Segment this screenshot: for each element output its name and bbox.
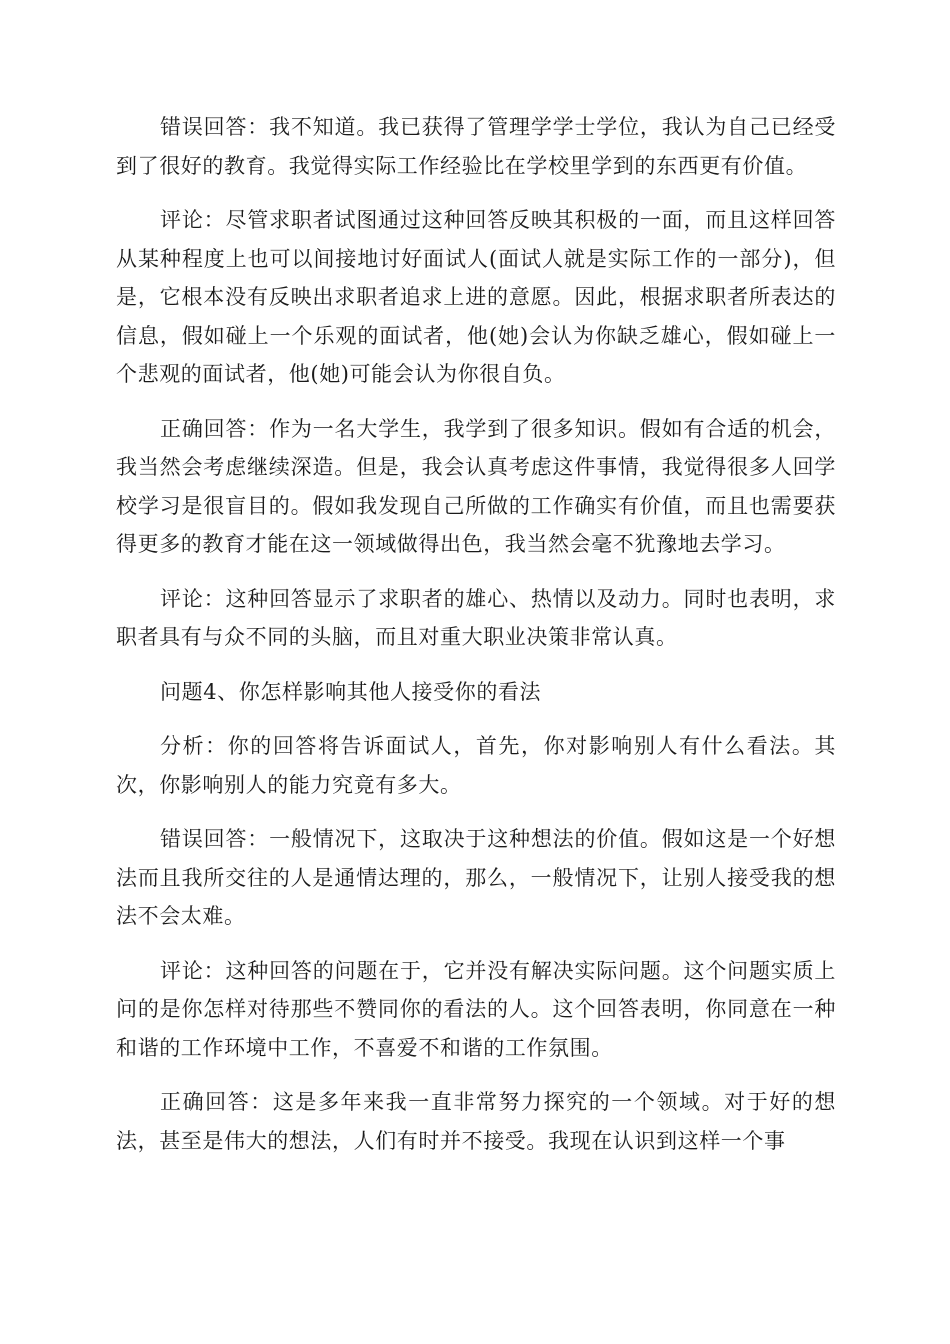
paragraph-comment-1: 评论：尽管求职者试图通过这种回答反映其积极的一面，而且这样回答从某种程度上也可以间接地讨好面试人(面试人就是实际工作的一部分)，但是，它根本没有反映出求职者追求上进的意愿。因此，根据求职者所表达的信息，假如碰上一个乐观的面试者，他(她)会认为你缺乏雄心，假如碰上一个悲观的面试者，他(她)可能会认为你很自负。	[116, 208, 836, 386]
paragraph-wrong-answer-1: 错误回答：我不知道。我已获得了管理学学士学位，我认为自己已经受到了很好的教育。我觉得实际工作经验比在学校里学到的东西更有价值。	[116, 115, 836, 178]
paragraph-correct-answer-2: 正确回答：这是多年来我一直非常努力探究的一个领域。对于好的想法，甚至是伟大的想法，人们有时并不接受。我现在认识到这样一个事	[116, 1090, 836, 1153]
paragraph-analysis: 分析：你的回答将告诉面试人，首先，你对影响别人有什么看法。其次，你影响别人的能力究竟有多大。	[116, 734, 836, 797]
paragraph-correct-answer-1: 正确回答：作为一名大学生，我学到了很多知识。假如有合适的机会，我当然会考虑继续深造。但是，我会认真考虑这件事情，我觉得很多人回学校学习是很盲目的。假如我发现自己所做的工作确实有价值，而且也需要获得更多的教育才能在这一领域做得出色，我当然会毫不犹豫地去学习。	[116, 416, 836, 556]
paragraph-comment-3: 评论：这种回答的问题在于，它并没有解决实际问题。这个问题实质上问的是你怎样对待那些不赞同你的看法的人。这个回答表明，你同意在一种和谐的工作环境中工作，不喜爱不和谐的工作氛围。	[116, 958, 836, 1060]
document-body	[116, 108, 836, 1160]
paragraph-wrong-answer-2: 错误回答：一般情况下，这取决于这种想法的价值。假如这是一个好想法而且我所交往的人是通情达理的，那么，一般情况下，让别人接受我的想法不会太难。	[116, 827, 836, 928]
paragraph-comment-2: 评论：这种回答显示了求职者的雄心、热情以及动力。同时也表明，求职者具有与众不同的头脑，而且对重大职业决策非常认真。	[116, 586, 836, 649]
question-heading-4: 问题4、你怎样影响其他人接受你的看法	[160, 679, 542, 704]
